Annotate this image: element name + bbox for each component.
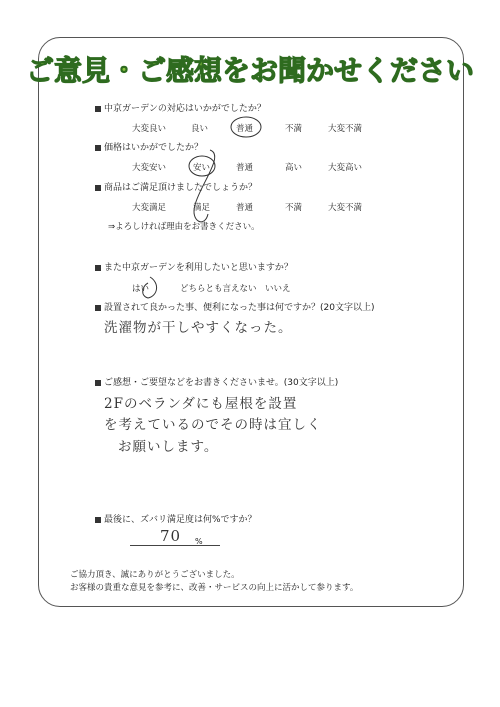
q1-option-2[interactable]: 良い [191, 124, 209, 134]
q7-satisfaction-value[interactable]: 70 [160, 527, 182, 545]
bullet-square-icon [95, 380, 101, 386]
question-5 [95, 300, 374, 313]
q2-option-2[interactable]: 安い [193, 163, 211, 173]
q1-option-4[interactable]: 不満 [285, 124, 303, 134]
q1-option-5[interactable]: 大変不満 [328, 124, 363, 134]
q7-answer-underline [130, 545, 220, 546]
question-5-label: 設置されて良かった事、便利になった事は何ですか？(20文字以上) [104, 303, 375, 313]
q3-option-1[interactable]: 大変満足 [132, 203, 167, 213]
question-6 [95, 375, 338, 388]
question-1 [95, 101, 266, 114]
question-7 [95, 512, 257, 525]
q4-option-2[interactable]: どちらとも言えない [180, 284, 257, 294]
q1-option-3[interactable]: 普通 [236, 124, 254, 134]
q3-option-2[interactable]: 満足 [193, 203, 211, 213]
bullet-square-icon [95, 265, 101, 271]
q4-option-1[interactable]: はい [132, 284, 150, 294]
q2-option-3[interactable]: 普通 [236, 163, 254, 173]
question-3-label: 商品はご満足頂けましたでしょうか？ [104, 183, 258, 193]
q6-answer-line-2[interactable]: を考えているのでその時は宜しく [104, 417, 322, 433]
q1-option-1[interactable]: 大変良い [132, 124, 167, 134]
footer-thanks: ご協力頂き、誠にありがとうございました。 [70, 570, 240, 580]
question-2 [95, 140, 203, 153]
q3-reason-note: ⇒よろしければ理由をお書きください。 [108, 222, 260, 232]
question-4-label: また中京ガーデンを利用したいと思いますか？ [104, 263, 293, 273]
question-1-label: 中京ガーデンの対応はいかがでしたか？ [104, 104, 266, 114]
bullet-square-icon [95, 305, 101, 311]
question-7-label: 最後に、ズバリ満足度は何%ですか？ [104, 515, 257, 525]
q2-option-1[interactable]: 大変安い [132, 163, 167, 173]
q6-answer-line-1[interactable]: 2Fのベランダにも屋根を設置 [104, 396, 298, 412]
question-4 [95, 260, 293, 273]
q6-answer-line-3[interactable]: お願いします。 [118, 439, 219, 455]
bullet-square-icon [95, 185, 101, 191]
q7-percent-unit: % [195, 537, 203, 546]
q3-option-5[interactable]: 大変不満 [328, 203, 363, 213]
q5-handwritten-answer[interactable]: 洗濯物が干しやすくなった。 [104, 320, 293, 336]
survey-title [25, 48, 475, 92]
bullet-square-icon [95, 517, 101, 523]
question-2-label: 価格はいかがでしたか？ [104, 143, 204, 153]
q2-option-4[interactable]: 高い [285, 163, 303, 173]
question-3 [95, 180, 257, 193]
q3-option-4[interactable]: 不満 [285, 203, 303, 213]
bullet-square-icon [95, 106, 101, 112]
footer-message: お客様の貴重な意見を参考に、改善・サービスの向上に活かして参ります。 [70, 583, 359, 593]
q4-option-3[interactable]: いいえ [265, 284, 291, 294]
q2-option-5[interactable]: 大変高い [328, 163, 363, 173]
q3-option-3[interactable]: 普通 [236, 203, 254, 213]
bullet-square-icon [95, 145, 101, 151]
question-6-label: ご感想・ご要望などをお書きくださいませ。(30文字以上) [104, 378, 339, 388]
svg-text:ご意見・ご感想をお聞かせください: ご意見・ご感想をお聞かせください [25, 54, 475, 87]
